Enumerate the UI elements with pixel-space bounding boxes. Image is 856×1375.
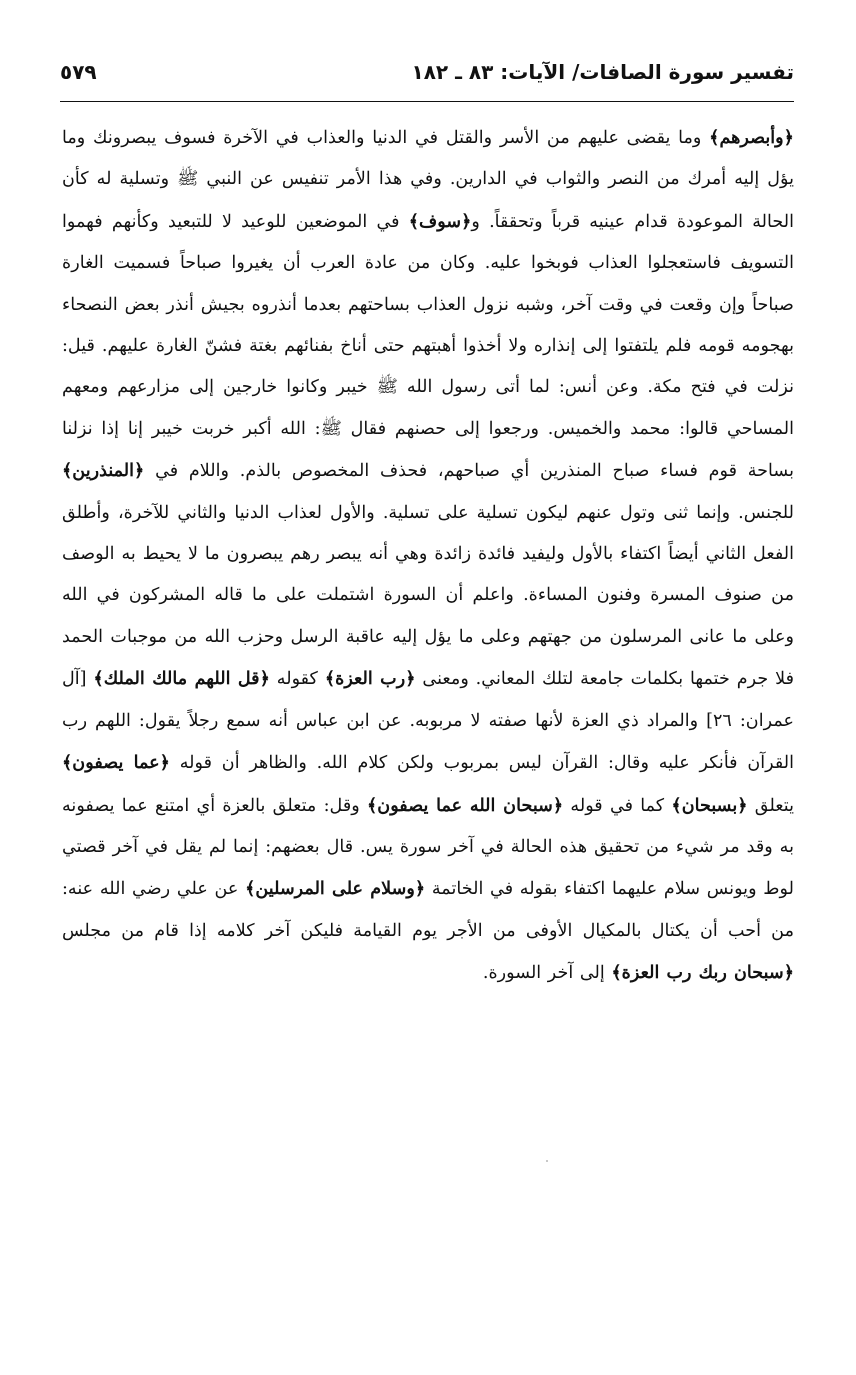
commentary-text: كما في قوله <box>563 795 672 816</box>
page-number: ٥٧٩ <box>60 60 97 84</box>
commentary-text: في الموضعين للوعيد لا للتبعيد وكأنهم فهموا التسويف فاستعجلوا العذاب فوبخوا عليه. وكان من عادة العرب أن يغيروا صباحاً فسميت الغارة صباحاً وإن وقعت في وقت آخر، وشبه نزول العذاب بساحتهم بعدما أنذروه بجيش أنذر بعض النصحاء بهجومه قومه فلم يلتفتوا إلى إنذاره ولا أخذوا أهبتهم حتى أناخ بفنائهم بغتة فشنّ الغارة عليهم. قيل: نزلت في فتح مكة. وعن أنس: لما أتى رسول الله ﷺ خيبر وكانوا خارجين إلى مزارعهم ومعهم المساحي قالوا: محمد والخميس. ورجعوا إلى حصنهم فقال ﷺ: الله أكبر خربت خيبر إنا إذا نزلنا بساحة قوم فساء صباح المنذرين أي صباحهم، فحذف المخصوص بالذم. واللام في <box>62 211 794 482</box>
quran-quote: ﴿سبحان الله عما يصفون﴾ <box>366 794 564 816</box>
page-speck <box>546 1160 548 1162</box>
commentary-text: كقوله <box>269 669 325 690</box>
quran-quote: ﴿سوف﴾ <box>408 210 472 232</box>
commentary-text: عن علي رضي الله عنه: من أحب أن يكتال بالمكيال الأوفى من الأجر يوم القيامة فليكن آخر كلامه إذا قام من مجلس <box>62 879 794 941</box>
commentary-paragraph <box>62 117 794 995</box>
quran-quote: ﴿عما يصفون﴾ <box>62 752 170 774</box>
tafsir-body <box>62 117 794 995</box>
quran-quote: ﴿بسبحان﴾ <box>671 794 748 816</box>
commentary-text: يتعلق <box>747 795 794 816</box>
commentary-text: إلى آخر السورة. <box>482 963 612 984</box>
quran-quote: ﴿المنذرين﴾ <box>62 460 145 482</box>
commentary-text: وما يقضى عليهم من الأسر والقتل في الدنيا والعذاب في الآخرة فسوف يبصرونك وما يؤل إليه أمرك من النصر والثواب في الدارين. وفي هذا الأمر تنفيس عن النبي ﷺ وتسلية له كأن الحالة الموعودة قدام عينيه قرباً وتحققاً. و <box>62 128 794 232</box>
quran-quote: ﴿وأبصرهم﴾ <box>709 127 794 148</box>
page-header <box>60 58 794 100</box>
quran-quote: ﴿سبحان ربك رب العزة﴾ <box>611 962 794 984</box>
header-divider <box>60 101 794 102</box>
quran-quote: ﴿قل اللهم مالك الملك﴾ <box>93 668 270 690</box>
running-title: تفسير سورة الصافات/ الآيات: ٨٣ ـ ١٨٢ <box>411 60 794 84</box>
commentary-text: وقل: متعلق بالعزة أي امتنع عما يصفونه به وقد مر شيء من تحقيق هذه الحالة في آخر سورة يس. قال بعضهم: إنما لم يقل في آخر قصتي لوط ويونس سلام عليهما اكتفاء بقوله في الخاتمة <box>62 795 794 900</box>
commentary-text: للجنس. وإنما ثنى وتول عنهم ليكون تسلية على تسلية. والأول لعذاب الدنيا والثاني للآخرة، وأطلق الفعل الثاني أيضاً اكتفاء بالأول وليفيد فائدة زائدة وهي أنه يبصر رهم يبصرون ما لا يحيط به الوصف من صنوف المسرة وفنون المساءة. واعلم أن السورة اشتملت على ما قاله المشركون في الله وعلى ما عانى المرسلون من جهتهم وعلى ما يؤل إليه عاقبة الرسل وحزب الله من موجبات الحمد فلا جرم ختمها بكلمات جامعة لتلك المعاني. ومعنى <box>62 502 794 690</box>
quran-quote: ﴿وسلام على المرسلين﴾ <box>245 878 426 900</box>
commentary-text: [آل عمران: ٢٦] والمراد ذي العزة لأنها صفته لا مربوبه. عن ابن عباس أنه سمع رجلاً يقول: اللهم رب القرآن فأنكر عليه وقال: القرآن ليس بمربوب ولكن كلام الله. والظاهر أن قوله <box>62 669 795 774</box>
quran-quote: ﴿رب العزة﴾ <box>324 668 416 690</box>
